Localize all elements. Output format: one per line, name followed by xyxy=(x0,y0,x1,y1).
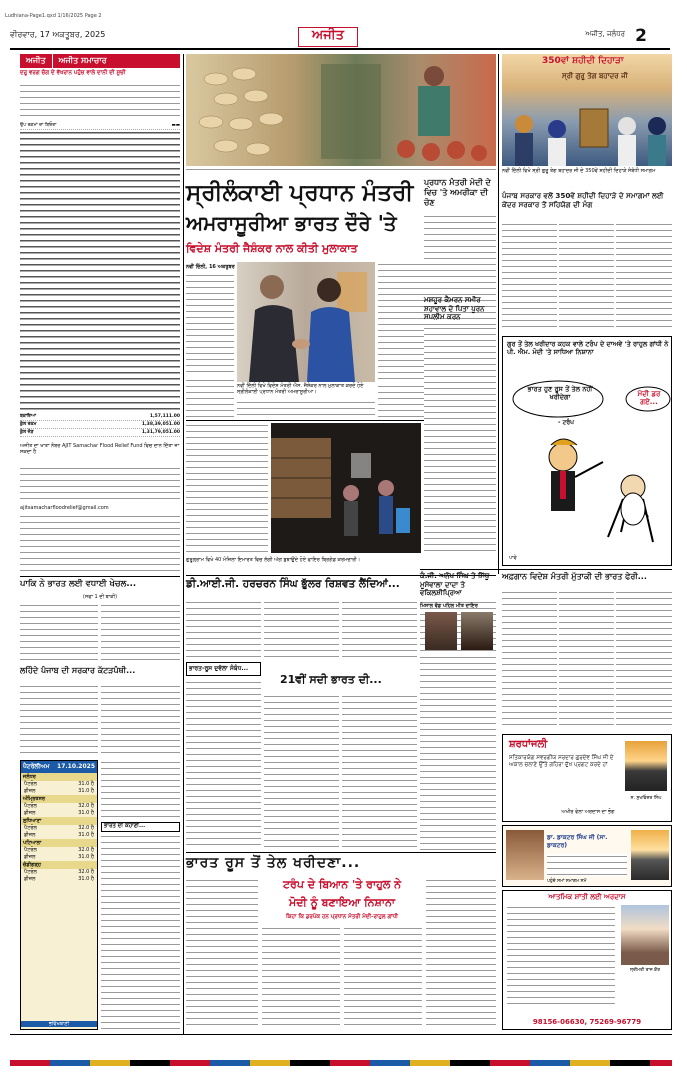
date-line xyxy=(10,30,170,44)
obit-photo xyxy=(621,905,669,965)
continued-label xyxy=(70,594,130,602)
bubble-left-sign-text: - ਟਰੰਪ xyxy=(558,419,575,426)
singer-sub xyxy=(420,603,496,611)
donor-rows xyxy=(20,130,180,412)
singer-sub-text: ਮਿਸਾਲ ਵੰਡ ਪਹਿਲ ਮੀਤ ਦਾਇਰ xyxy=(420,603,478,609)
singer-photo-2 xyxy=(461,612,493,650)
top-photo-caption xyxy=(186,167,496,175)
col-divider-mid xyxy=(498,54,499,574)
singer-headline-text: ਕੰ.ਜੀ. ਅਨੋਖ ਸਿੰਘ ਤੇ ਸਿੱਧੂ ਮੂਸੇਵਾਲਾ ਦਾਦਾ ਤੇ ਵਕਿਲਸ਼ੀਪ੍ਰਿਆ xyxy=(420,572,490,597)
list-header-amount: ▬▬ xyxy=(171,123,180,128)
singer-body xyxy=(420,655,496,850)
fuel-row xyxy=(21,788,97,795)
obit-phone xyxy=(503,1018,671,1026)
fuel-type-label: ਡੀਜ਼ਲ xyxy=(24,854,36,860)
fuel-type-label: ਡੀਜ਼ਲ xyxy=(24,788,36,794)
fire-photo xyxy=(271,423,421,553)
fire-caption-text: ਗੁਰੂਗ੍ਰਾਮ ਵਿਖੇ 40 ਮੰਜ਼ਿਲਾ ਇਮਾਰਤ ਵਿਚ ਲੱਗੀ ਅੱਗ ਬੁਝਾਉਂਦੇ ਹੋਏ ਫਾਇਰ ਬ੍ਰਿਗੇਡ ਕਰਮਚਾਰੀ। xyxy=(186,557,361,563)
col-divider-left xyxy=(183,54,184,1034)
fuel-price-value: 32.0 ਹੈ xyxy=(78,847,94,853)
fuel-date: 17.10.2025 xyxy=(57,763,95,770)
fuel-type-label: ਡੀਜ਼ਲ xyxy=(24,810,36,816)
right-body-1 xyxy=(502,222,557,332)
email-text: ajitsamacharfloodrelief@gmail.com xyxy=(20,505,109,511)
fuel-type-label: ਪੈਟਰੋਲ xyxy=(24,781,37,787)
afghan-body-3 xyxy=(616,590,672,730)
fuel-row xyxy=(21,803,97,810)
tribute-title xyxy=(509,739,547,750)
modi-headline-text: ਪ੍ਰਧਾਨ ਮੰਤਰੀ ਮੋਦੀ ਦੇ ਵਿਚ 'ਤੇ ਅਮਰੀਕਾ ਦੀ ਚੋਣ xyxy=(424,178,491,207)
fuel-title: ਪੈਟਰੋਲੀਅਮ xyxy=(23,763,50,770)
doctor-ad-footer-text: ਪਹੁੰਚੇ ਸਮਾਂ ਸਮਾਗਮ ਸਮੇਂ xyxy=(547,879,587,884)
punjab-headline xyxy=(20,666,180,680)
trump-body-1 xyxy=(262,926,340,1028)
fuel-price-value: 31.0 ਹੈ xyxy=(78,810,94,816)
print-slug-text: Ludhiana-Page1.qxd 1/16/2025 Page 2 xyxy=(5,13,102,19)
fire-illustration xyxy=(271,423,421,553)
lead-subhead-text: ਵਿਦੇਸ਼ ਮੰਤਰੀ ਜੈਸ਼ੰਕਰ ਨਾਲ ਕੀਤੀ ਮੁਲਾਕਾਤ xyxy=(186,242,358,255)
punjab-headline-text: ਲਹਿੰਦੇ ਪੰਜਾਬ ਦੀ ਸਰਕਾਰ ਕੱਟੜਪੰਥੀ... xyxy=(20,666,136,675)
total-row xyxy=(20,421,180,429)
donation-headline-text: ਦਰੂ ਵਰਗ ਚੰਗ ਦੇ ਵੱਖਰਾਨ ਪਹੁੰਚ ਵਾਲੇ ਦਾਨੀ ਦੀ ਸੂਚੀ xyxy=(20,70,126,76)
total-label: ਕੁੱਲ ਜੋੜ xyxy=(20,430,34,435)
edition-label xyxy=(545,30,625,44)
pak-body-1 xyxy=(20,603,98,661)
modi-body xyxy=(424,214,496,259)
total-value: 1,57,111.00 xyxy=(149,414,180,419)
page-number-text: 2 xyxy=(635,26,647,46)
trump-sub-text: ਕਿਹਾ ਕਿ ਡਰਪੋਕ ਹਨ ਪ੍ਰਧਾਨ ਮੰਤਰੀ ਮੋਦੀ-ਰਾਹੁਲ ਗਾਂਧੀ xyxy=(286,914,398,920)
tribute-photo xyxy=(625,741,667,791)
doctor-ad-body xyxy=(547,854,627,876)
bharat-body xyxy=(186,680,261,850)
anand-headline xyxy=(424,296,496,326)
dig-body-1 xyxy=(186,600,261,658)
tribute-footer xyxy=(509,809,667,815)
edition-text: ਅਜੀਤ, ਜਲੰਧਰ xyxy=(585,30,625,38)
rule xyxy=(186,852,496,853)
doctor-ad xyxy=(502,825,672,887)
fuel-price-value: 31.0 ਹੈ xyxy=(78,781,94,787)
right-body-2 xyxy=(559,222,614,332)
cartoon-title-text: ਗੁਰ ਤੋਂ ਤੇਲ ਖਰੀਦਾਰ ਕਹਕ ਵਾਲੇ ਟਰੰਪ ਦੇ ਦਾਅਵੇ 'ਤੇ ਰਾਹੁਲ ਗਾਂਧੀ ਨੇ ਪੀ. ਐਮ. ਮੋਦੀ 'ਤੇ ਸਾਧਿਆ ਨਿਸ਼ਾਨਾ xyxy=(507,340,669,356)
fuel-city-name: ਪਟਿਆਲਾ xyxy=(21,839,97,847)
page-number xyxy=(630,26,652,48)
fuel-price-value: 31.0 ਹੈ xyxy=(78,876,94,882)
list-header-text: ਉਪ ਰਕਮਾਂ ਦਾ ਬਿਓਰਾ xyxy=(20,123,57,128)
donation-intro xyxy=(20,83,180,121)
bottom-rule xyxy=(10,1034,672,1035)
pak-headline-text: ਪਾਕਿ ਨੇ ਭਾਰਤ ਲਈ ਵਧਾਈ ਖੇਚਲ... xyxy=(20,579,137,589)
fuel-row xyxy=(21,832,97,839)
bank-note xyxy=(20,443,180,465)
obit-body xyxy=(507,905,615,1005)
trump-body-2 xyxy=(344,926,422,1028)
fuel-row xyxy=(21,847,97,854)
lead-caption xyxy=(237,383,375,399)
ceremony-caption xyxy=(502,168,672,190)
fuel-footer xyxy=(21,1021,97,1027)
anand-body xyxy=(424,326,496,554)
trump-headline-2-text: ਮੋਦੀ ਨੂੰ ਬਣਾਇਆ ਨਿਸ਼ਾਨਾ xyxy=(288,896,396,909)
tribute-footer-text: ਅਖੀਰ ਵੇਲਾ ਅਰਦਾਸ ਦਾ ਭੋਗ xyxy=(561,809,615,815)
afghan-body-1 xyxy=(502,590,557,730)
modi-headline xyxy=(424,178,496,212)
fuel-city-name: ਲੁਧਿਆਣਾ xyxy=(21,817,97,825)
fuel-type-label: ਪੈਟਰੋਲ xyxy=(24,803,37,809)
ceremony-caption-text: ਨਵੀਂ ਦਿੱਲੀ ਵਿਖੇ ਸ੍ਰੀ ਗੁਰੂ ਤੇਗ ਬਹਾਦਰ ਜੀ ਦੇ 350ਵੇਂ ਸ਼ਹੀਦੀ ਦਿਹਾੜੇ ਸੰਬੰਧੀ ਸਮਾਗਮ xyxy=(502,168,656,174)
email-line xyxy=(20,505,180,513)
bank-details xyxy=(20,466,180,504)
afghan-headline xyxy=(502,572,672,586)
fuel-row xyxy=(21,825,97,832)
brand-a: ਅਜੀਤ xyxy=(26,56,46,65)
doctor-ad-photo xyxy=(506,830,544,880)
donation-headline xyxy=(20,70,180,82)
fuel-row xyxy=(21,810,97,817)
lead-headline-2-text: ਅਮਰਾਸੂਰੀਆ ਭਾਰਤ ਦੌਰੇ 'ਤੇ xyxy=(186,211,397,235)
brand-b: ਅਜੀਤ ਸਮਾਚਾਰ xyxy=(52,54,113,68)
afghan-body-2 xyxy=(559,590,614,730)
fuel-price-value: 31.0 ਹੈ xyxy=(78,832,94,838)
tribute-name-text: ਸ. ਸੁਖਵਿੰਦਰ ਸਿੰਘ xyxy=(630,796,662,801)
continued-text: (ਸਫਾ 1 ਦੀ ਬਾਕੀ) xyxy=(82,594,118,600)
total-value: 1,31,79,051.00 xyxy=(141,430,180,435)
bubble-right-text: ਮੋਦੀ ਡਰ ਗਏ... xyxy=(637,390,661,406)
masthead xyxy=(298,27,358,47)
tribute-text xyxy=(509,755,619,769)
lead-headline-1-text: ਸ੍ਰੀਲੰਕਾਈ ਪ੍ਰਧਾਨ ਮੰਤਰੀ xyxy=(186,180,414,206)
lead-body-1 xyxy=(186,273,234,375)
cartoon-credit-text: ਪਾਵੇ xyxy=(509,555,517,561)
fuel-price-value: 31.0 ਹੈ xyxy=(78,788,94,794)
obit-title-text: ਆਤਮਿਕ ਸ਼ਾਂਤੀ ਲਈ ਅਰਦਾਸ xyxy=(548,893,626,901)
punjab-body-1 xyxy=(20,684,98,756)
doctor-ad-photo-2 xyxy=(631,830,669,880)
lead-photo xyxy=(237,262,375,382)
right-headline xyxy=(502,192,672,218)
anand-headline-text: ਮਸ਼ਹੂਰ ਕੈਮਰਨ ਸਮੀਰ ਸ਼ਹਾਵਾਲ ਦੇ ਪਿਤਾ ਪੂਰਨ ਸਪਲੀਮ ਕਰਨ xyxy=(424,296,485,321)
fuel-price-value: 32.0 ਹੈ xyxy=(78,803,94,809)
bubble-left-sign xyxy=(558,419,574,427)
pak-headline xyxy=(20,579,180,593)
oil-headline xyxy=(186,855,496,875)
pottery-illustration xyxy=(186,54,496,166)
singer-headline xyxy=(420,572,496,602)
dig-body-2 xyxy=(264,600,339,658)
bharat-box xyxy=(186,662,261,676)
donor-list xyxy=(20,122,180,412)
total-label: ਕੁੱਲ ਰਕਮ xyxy=(20,422,37,427)
masthead-text: ਅਜੀਤ xyxy=(312,28,344,43)
obituary-ad xyxy=(502,890,672,1030)
fuel-type-label: ਡੀਜ਼ਲ xyxy=(24,876,36,882)
obit-name-text: ਸ੍ਰੀਮਤੀ ਰਾਜ ਕੌਰ xyxy=(629,968,661,973)
total-row xyxy=(20,429,180,437)
rule xyxy=(420,569,672,570)
banner-top-text: 350ਵਾਂ ਸ਼ਹੀਦੀ ਦਿਹਾੜਾ xyxy=(542,56,624,66)
dig-body-3 xyxy=(342,600,417,658)
fuel-type-label: ਡੀਜ਼ਲ xyxy=(24,832,36,838)
tribute-title-text: ਸ਼ਰਧਾਂਜਲੀ xyxy=(509,739,548,750)
tribute-ad xyxy=(502,734,672,822)
cartoon-credit xyxy=(509,555,517,561)
century-headline-text: 21ਵੀਂ ਸਦੀ ਭਾਰਤ ਦੀ... xyxy=(280,673,382,686)
fuel-row xyxy=(21,781,97,788)
afghan-headline-text: ਅਫ਼ਗਾਨ ਵਿਦੇਸ਼ ਮੰਤਰੀ ਮੁੱਤਾਕੀ ਦੀ ਭਾਰਤ ਫੇਰੀ... xyxy=(502,572,647,581)
fuel-row xyxy=(21,876,97,883)
totals-block xyxy=(20,413,180,441)
kanpur-body-2 xyxy=(186,513,268,553)
century-body-1 xyxy=(264,694,339,850)
fuel-row xyxy=(21,869,97,876)
obit-title xyxy=(503,893,671,902)
print-slug xyxy=(5,2,305,19)
color-registration-bar xyxy=(10,1060,672,1066)
fuel-price-value: 32.0 ਹੈ xyxy=(78,869,94,875)
lead-body-3 xyxy=(186,378,234,418)
ceremony-photo xyxy=(502,54,672,166)
left-filler-text xyxy=(101,760,180,820)
obit-name xyxy=(617,967,673,973)
lead-caption-text: ਨਵੀਂ ਦਿੱਲੀ ਵਿਖੇ ਵਿਦੇਸ਼ ਮੰਤਰੀ ਐਸ. ਜੈਸ਼ੰਕਰ ਨਾਲ ਮੁਲਾਕਾਤ ਕਰਦੇ ਹੋਏ ਸ੍ਰੀਲੰਕਾਈ ਪ੍ਰਧਾਨ ਮੰਤਰੀ ਅਮਰਾਸੂਰੀਆ। xyxy=(237,383,364,395)
bubble-left xyxy=(525,385,595,401)
top-rule xyxy=(10,48,670,50)
doctor-ad-name-text: ਡਾ. ਡਾਕਟਰ ਸਿੰਘ ਜੀ (ਸਾ. ਡਾਕਟਰ) xyxy=(547,834,608,849)
fuel-city-name: ਅੰਮ੍ਰਿਤਸਰ xyxy=(21,795,97,803)
bubble-right xyxy=(629,390,669,406)
ajit-brand-bar xyxy=(20,54,180,68)
singer-photo-1 xyxy=(425,612,457,650)
fuel-price-value: 32.0 ਹੈ xyxy=(78,825,94,831)
kahani-text: ਭਾਰਤ ਦੀ ਕਹਾਣੀ... xyxy=(104,823,146,829)
right-body-3 xyxy=(616,222,672,332)
fuel-type-label: ਪੈਟਰੋਲ xyxy=(24,869,37,875)
fuel-price-value: 31.0 ਹੈ xyxy=(78,854,94,860)
fuel-row xyxy=(21,854,97,861)
banner-top-2-text: ਸ੍ਰੀ ਗੁਰੂ ਤੇਗ ਬਹਾਦਰ ਜੀ xyxy=(562,72,628,80)
fuel-header xyxy=(21,761,97,773)
total-label: ਬਕਾਇਆ xyxy=(20,414,36,419)
cartoon-illustration xyxy=(503,337,673,567)
ceremony-illustration xyxy=(502,54,672,166)
trump-headline-1-text: ਟਰੰਪ ਦੇ ਬਿਆਨ 'ਤੇ ਰਾਹੁਲ ਨੇ xyxy=(282,878,402,891)
trump-headline-2 xyxy=(262,896,422,914)
fuel-city-list xyxy=(21,773,97,883)
punjab-body-2 xyxy=(101,684,180,756)
dig-headline-text: ਡੀ.ਆਈ.ਜੀ. ਹਰਚਰਨ ਸਿੰਘ ਭੁੱਲਰ ਰਿਸ਼ਵਤ ਲੈਂਦਿਆਂ... xyxy=(186,578,400,590)
bharat-box-text: ਭਾਰਤ-ਰੂਸ ਦੁਵੱਲਾ ਸੰਬੰਧ... xyxy=(189,665,249,672)
oil-body-1 xyxy=(186,878,258,1028)
fuel-city-name: ਚੰਡੀਗੜ੍ਹ xyxy=(21,861,97,869)
fuel-type-label: ਪੈਟਰੋਲ xyxy=(24,825,37,831)
tribute-name xyxy=(621,795,671,801)
total-value: 1,38,39,051.00 xyxy=(141,422,180,427)
pak-body-2 xyxy=(101,603,180,661)
rule xyxy=(20,576,180,577)
doctor-ad-footer xyxy=(547,878,627,884)
fuel-price-box xyxy=(20,760,98,1030)
list-header xyxy=(20,122,180,130)
bank-note-text: ਅਜੀਤ ਦਾ ਖਾਤਾ ਨੰਬਰ AJIT Samachar Flood Relief Fund ਵਿਚ ਦਾਨ ਦਿੱਤਾ ਜਾ ਸਕਦਾ ਹੈ xyxy=(20,443,180,455)
kahani-label xyxy=(101,822,180,832)
fuel-city-name: ਜਲੰਧਰ xyxy=(21,773,97,781)
lead-dateline-text: ਨਵੀਂ ਦਿੱਲੀ, 16 ਅਕਤੂਬਰ xyxy=(186,264,235,270)
century-body-2 xyxy=(342,694,417,850)
kahani-body xyxy=(101,834,180,1030)
doctor-ad-name xyxy=(547,834,627,850)
total-row xyxy=(20,413,180,421)
bubble-left-text: ਭਾਰਤ ਹੁਣ ਰੂਸ ਤੋਂ ਤੇਲ ਨਹੀਂ ਖਰੀਦੇਗਾ xyxy=(527,385,593,401)
lead-body-5 xyxy=(237,400,375,418)
lead-dateline xyxy=(186,264,236,272)
right-headline-text: ਪੰਜਾਬ ਸਰਕਾਰ ਵਲੋਂ 350ਵੇਂ ਸ਼ਹੀਦੀ ਦਿਹਾੜੇ ਦੇ ਸਮਾਗਮਾਂ ਲਈ ਕੇਂਦਰ ਸਰਕਾਰ ਤੋਂ ਸਹਿਯੋਗ ਦੀ ਮੰਗ xyxy=(502,191,664,209)
fuel-type-label: ਪੈਟਰੋਲ xyxy=(24,847,37,853)
obit-phone-text: 98156-06630, 75269-96779 xyxy=(532,1018,642,1026)
oil-body-2 xyxy=(426,878,496,1028)
tribute-text-body: ਸਤਿਕਾਰਯੋਗ ਸਵਰਗੀਯ ਸਰਦਾਰ ਗੁਰਦੇਵ ਸਿੰਘ ਜੀ ਦੇ ਅਕਾਲ ਚਲਾਣੇ ਉੱਤੇ ਗਹਿਰਾ ਦੁੱਖ ਪ੍ਰਗਟ ਕਰਦੇ ਹਾਂ xyxy=(509,755,614,768)
oil-headline-text: ਭਾਰਤ ਰੂਸ ਤੋਂ ਤੇਲ ਖਰੀਦਣਾ... xyxy=(186,855,361,871)
kanpur-body xyxy=(186,423,268,511)
trump-headline-1 xyxy=(262,878,422,896)
cartoon-box xyxy=(502,336,672,566)
issue-date: ਵੀਰਵਾਰ, 17 ਅਕਤੂਬਰ, 2025 xyxy=(10,30,106,39)
fuel-footer-text: ਭਵਿੱਖਬਾਣੀ xyxy=(48,1021,70,1027)
leaders-illustration xyxy=(237,262,375,382)
top-photo xyxy=(186,54,496,166)
trump-sub xyxy=(262,914,422,924)
appeal-text xyxy=(20,514,180,574)
